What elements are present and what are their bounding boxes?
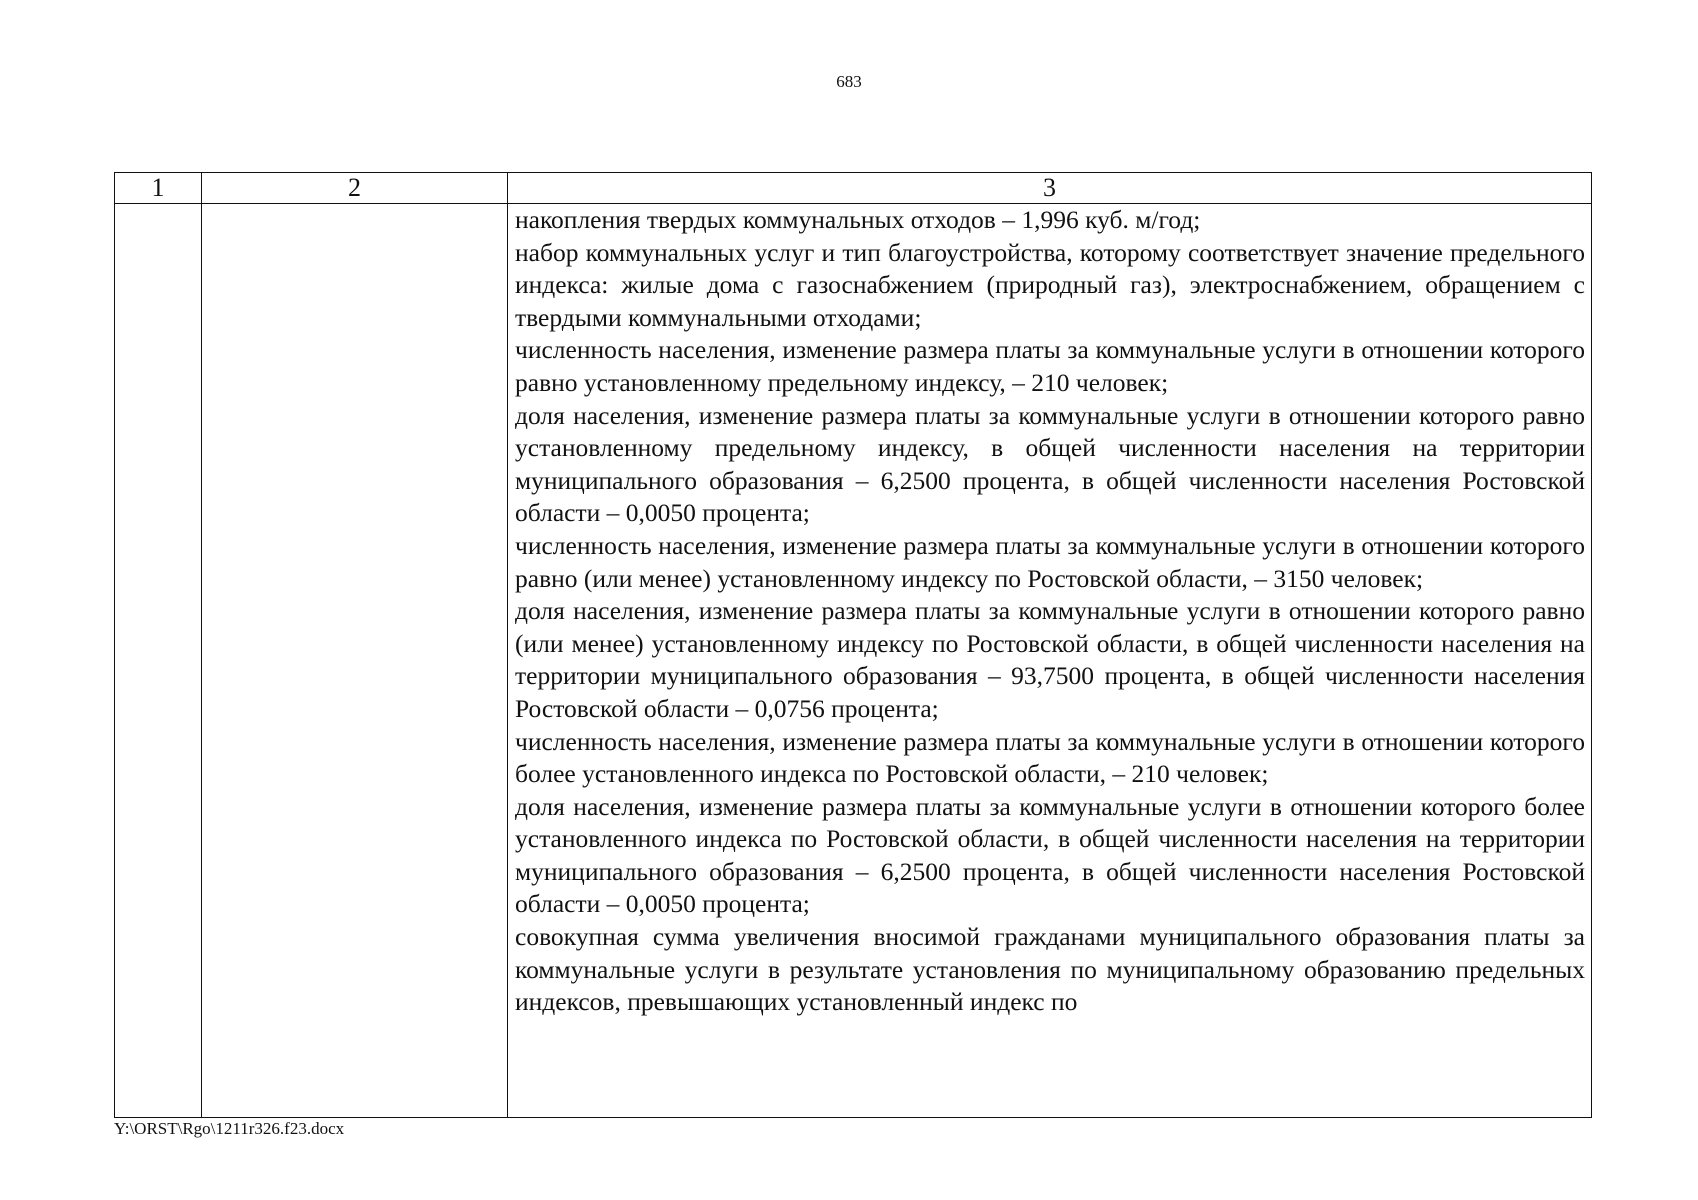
document-table — [114, 172, 1592, 1118]
paragraph: доля населения, изменение размера платы за коммунальные услуги в отношении которого равно установленному предельному индексу, в общей численности населения на территории муниципального образования – 6,2500 процента, в общей численности населения Ростовской области – 0,0050 процента; — [515, 400, 1585, 528]
paragraph: численность населения, изменение размера платы за коммунальные услуги в отношении которого более установленного индекса по Ростовской области, – 210 человек; — [515, 726, 1585, 789]
table-header-row — [115, 173, 1592, 204]
paragraph: численность населения, изменение размера платы за коммунальные услуги в отношении которого равно установленному предельному индексу, – 210 человек; — [515, 335, 1585, 397]
cell-col-2 — [202, 204, 508, 1118]
paragraph: доля населения, изменение размера платы за коммунальные услуги в отношении которого равно (или менее) установленному индексу по Ростовской области, в общей численности населения на территории муниципального образования – 93,7500 процента, в общей численности населения Ростовской области – 0,0756 процента; — [515, 596, 1585, 723]
paragraph: накопления твердых коммунальных отходов – 1,996 куб. м/год; — [515, 205, 1201, 234]
footer-file-path: Y:\ORST\Rgo\1211r326.f23.docx — [114, 1119, 345, 1138]
page-number: 683 — [836, 72, 862, 91]
cell-col-1 — [115, 204, 202, 1118]
paragraph: набор коммунальных услуг и тип благоустройства, которому соответствует значение предельного индекса: жилые дома с газоснабжением (природный газ), электроснабжением, обращением с твердыми коммунальными отходами; — [515, 237, 1585, 332]
header-col-2: 2 — [202, 173, 508, 204]
table-row — [115, 204, 1592, 1118]
header-col-3: 3 — [508, 173, 1592, 204]
paragraph: численность населения, изменение размера платы за коммунальные услуги в отношении которого равно (или менее) установленному индексу по Ростовской области, – 3150 человек; — [515, 530, 1585, 593]
paragraph: доля населения, изменение размера платы за коммунальные услуги в отношении которого более установленного индекса по Ростовской области, в общей численности населения на территории муниципального образования – 6,2500 процента, в общей численности населения Ростовской области – 0,0050 процента; — [515, 791, 1585, 919]
cell-col-3 — [508, 204, 1592, 1118]
header-col-1: 1 — [115, 173, 202, 204]
paragraph: совокупная сумма увеличения вносимой гражданами муниципального образования платы за коммунальные услуги в результате установления по муниципальному образованию предельных индексов, превышающих установленный индекс по — [515, 922, 1585, 1017]
